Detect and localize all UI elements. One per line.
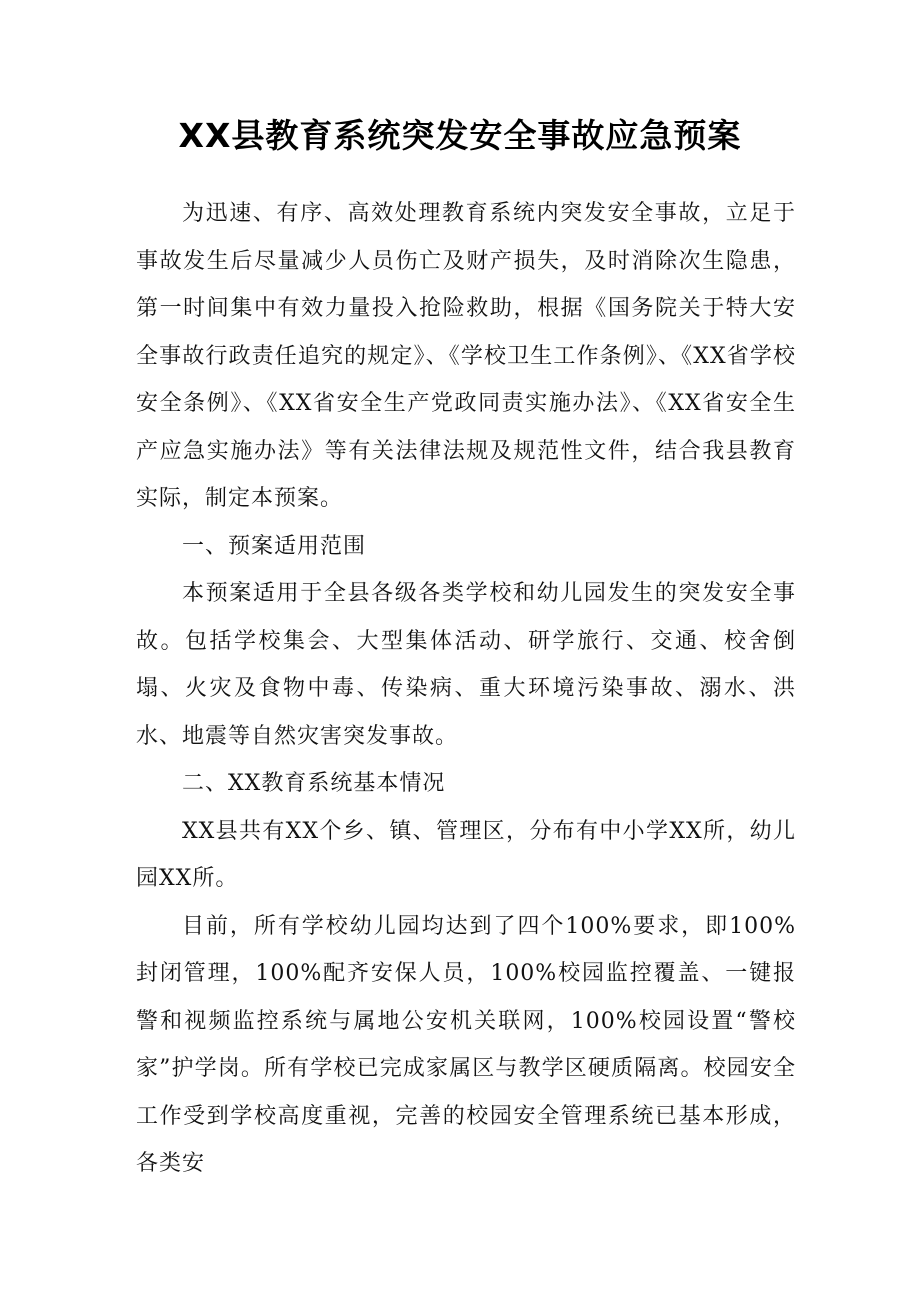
county-overview-paragraph: XX县共有XX个乡、镇、管理区，分布有中小学XX所，幼儿园XX所。 [136, 818, 796, 891]
current-status-paragraph: 目前，所有学校幼儿园均达到了四个100%要求，即100%封闭管理，100%配齐安保人员，100%校园监控覆盖、一键报警和视频监控系统与属地公安机关联网，100%校园设置“警校家”护学岗。所有学校已完成家属区与教学区硬质隔离。校园安全工作受到学校高度重视，完善的校园安全管理系统已基本形成，各类安 [136, 913, 796, 1176]
document-body [136, 190, 796, 1188]
section-heading-scope: 一、预案适用范围 [182, 533, 367, 559]
document-title: XX县教育系统突发安全事故应急预案 [178, 116, 742, 155]
scope-paragraph: 本预案适用于全县各级各类学校和幼儿园发生的突发安全事故。包括学校集会、大型集体活动、研学旅行、交通、校舍倒塌、火灾及食物中毒、传染病、重大环境污染事故、溺水、洪水、地震等自然灾害突发事故。 [136, 581, 796, 749]
intro-paragraph: 为迅速、有序、高效处理教育系统内突发安全事故，立足于事故发生后尽量减少人员伤亡及财产损失，及时消除次生隐患，第一时间集中有效力量投入抢险救助，根据《国务院关于特大安全事故行政责任追究的规定》、《学校卫生工作条例》、《XX省学校安全条例》、《XX省安全生产党政同责实施办法》、《XX省安全生产应急实施办法》等有关法律法规及规范性文件，结合我县教育实际，制定本预案。 [136, 201, 796, 511]
section-heading-basic-situation: 二、XX教育系统基本情况 [182, 771, 446, 796]
